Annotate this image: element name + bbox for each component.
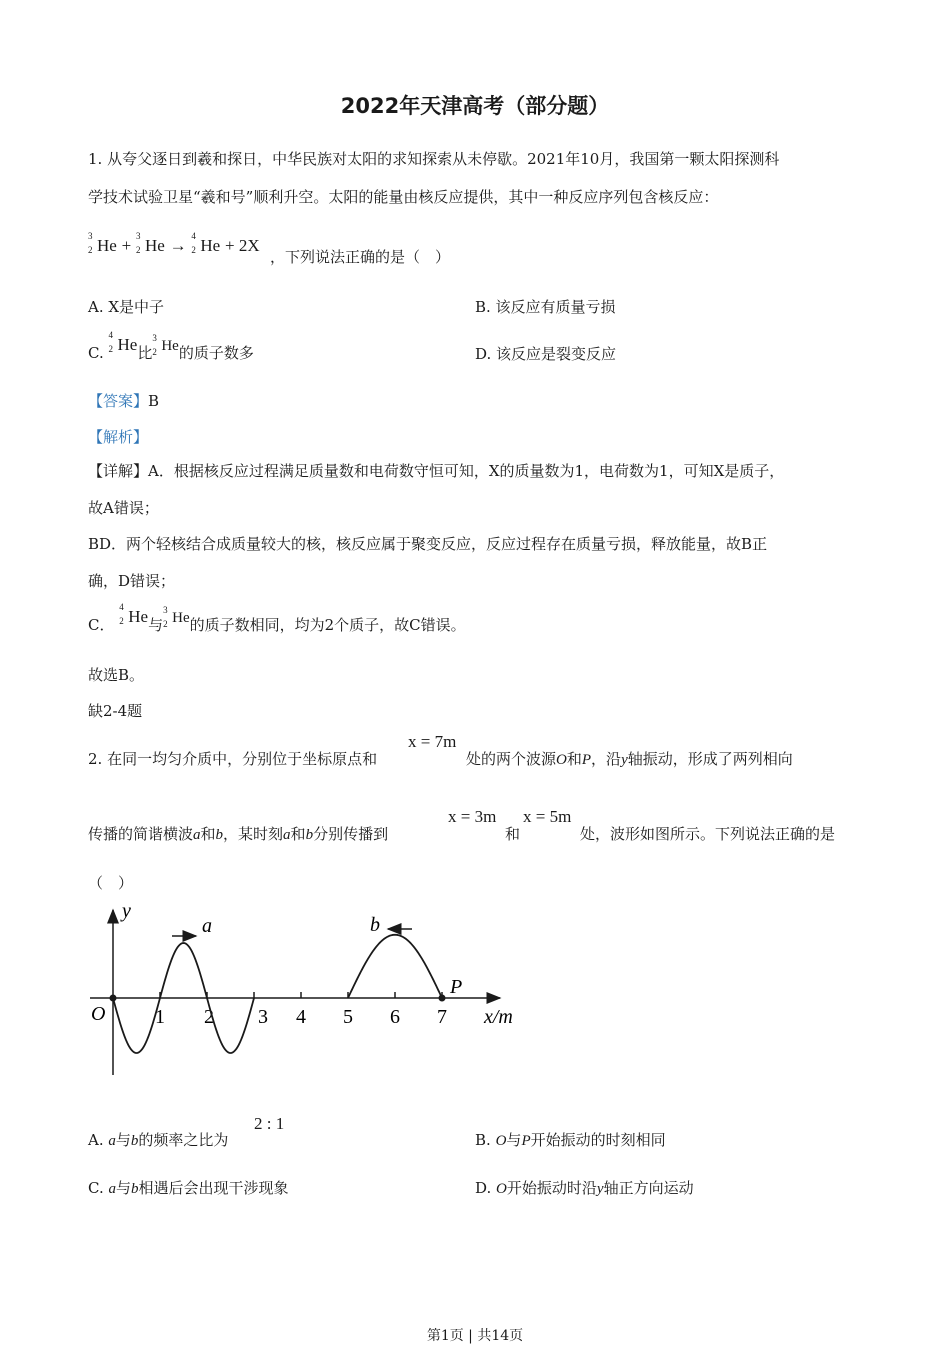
q2-math-x3: x = 3m	[448, 807, 497, 826]
q1-stem-line2: 学技术试验卫星“羲和号”顺利升空。太阳的能量由核反应提供，其中一种反应序列包含核反应：	[88, 188, 719, 206]
x-tick-label: 2	[204, 1006, 214, 1028]
x-tick-label: 7	[437, 1006, 447, 1028]
q2-stem-line1-start: 2. 在同一均匀介质中，分别位于坐标原点和	[88, 750, 378, 768]
point-p-label: P	[450, 976, 463, 998]
x-tick-label: 1	[155, 1006, 165, 1028]
wave-a-label: a	[202, 915, 212, 937]
q2-stem-line2-start: 传播的简谐横波a和b，某时刻a和b分别传播到	[88, 825, 389, 843]
q1-option-a: A. X是中子	[88, 298, 165, 316]
q1-detail-line2: 故A错误；	[88, 499, 159, 517]
x-tick-label: 4	[296, 1006, 306, 1028]
q1-stem-line1: 1. 从夸父逐日到羲和探日，中华民族对太阳的求知探索从未停歇。2021年10月，我国第一颗太阳探测科	[88, 150, 780, 168]
q1-option-c: C. 4 2 He比 3 2 He的质子数多	[88, 330, 254, 362]
q1-answer: 【答案】B	[88, 392, 160, 410]
he3-nucleus: 3 2 He	[88, 231, 117, 255]
origin-label: O	[91, 1003, 106, 1025]
x-tick-label: 3	[258, 1006, 268, 1028]
q1-option-d: D. 该反应是裂变反应	[475, 345, 617, 363]
wave-figure	[80, 895, 540, 1085]
q1-detail-line4: 确，D错误；	[88, 572, 176, 590]
page-footer: 第1页 | 共14页	[426, 1328, 524, 1344]
q1-option-b: B. 该反应有质量亏损	[475, 298, 616, 316]
q1-detail-line5: C． 4 2 He与 3 2 He的质子数相同，均为2个质子，故C错误。	[88, 602, 466, 634]
point-p-dot	[439, 995, 446, 1002]
arrow: →	[169, 236, 187, 255]
q2-stem-line1-end: 处的两个波源O和P，沿y轴振动，形成了两列相向	[466, 750, 793, 768]
q1-detail-line1: 【详解】A．根据核反应过程满足质量数和电荷数守恒可知，X的质量数为1，电荷数为1，可知X是质子，	[88, 462, 785, 480]
wave-b-curve	[348, 935, 442, 998]
page-title: 2022年天津高考（部分题）	[340, 94, 610, 118]
q2-option-d: D. O开始振动时沿y轴正方向运动	[475, 1179, 694, 1197]
x-tick-label: 5	[343, 1006, 353, 1028]
q2-option-c: C. a与b相遇后会出现干涉现象	[88, 1179, 289, 1197]
q2-option-a: A. a与b的频率之比为	[88, 1131, 229, 1149]
he3-nucleus: 3 2 He	[135, 231, 165, 255]
q2-math-x5: x = 5m	[523, 807, 572, 826]
q2-brackets: （ ）	[88, 874, 134, 892]
q2-option-b: B. O与P开始振动的时刻相同	[475, 1131, 666, 1149]
he4-nucleus: 4 2 He	[191, 231, 221, 255]
q1-analysis-label: 【解析】	[88, 428, 149, 446]
q2-ratio: 2 : 1	[254, 1114, 285, 1133]
q1-question: ，下列说法正确的是（ ）	[270, 248, 451, 266]
q2-and: 和	[505, 825, 521, 843]
wave-b-label: b	[370, 914, 380, 936]
q2-math-x7: x = 7m	[408, 732, 457, 751]
y-axis-label: y	[122, 900, 131, 922]
q1-nuclear-equation: 3 2 He + 3 2 He → 4 2 He + 2X	[88, 231, 260, 255]
q1-detail-line3: BD．两个轻核结合成质量较大的核，核反应属于聚变反应，反应过程存在质量亏损，释放能量，故B正	[88, 535, 768, 553]
missing-questions-note: 缺2-4题	[88, 702, 143, 720]
x-axis-label: x/m	[484, 1006, 513, 1028]
q1-conclusion: 故选B。	[88, 666, 145, 684]
x-tick-label: 6	[390, 1006, 400, 1028]
q2-stem-line2-end: 处，波形如图所示。下列说法正确的是	[580, 825, 836, 843]
